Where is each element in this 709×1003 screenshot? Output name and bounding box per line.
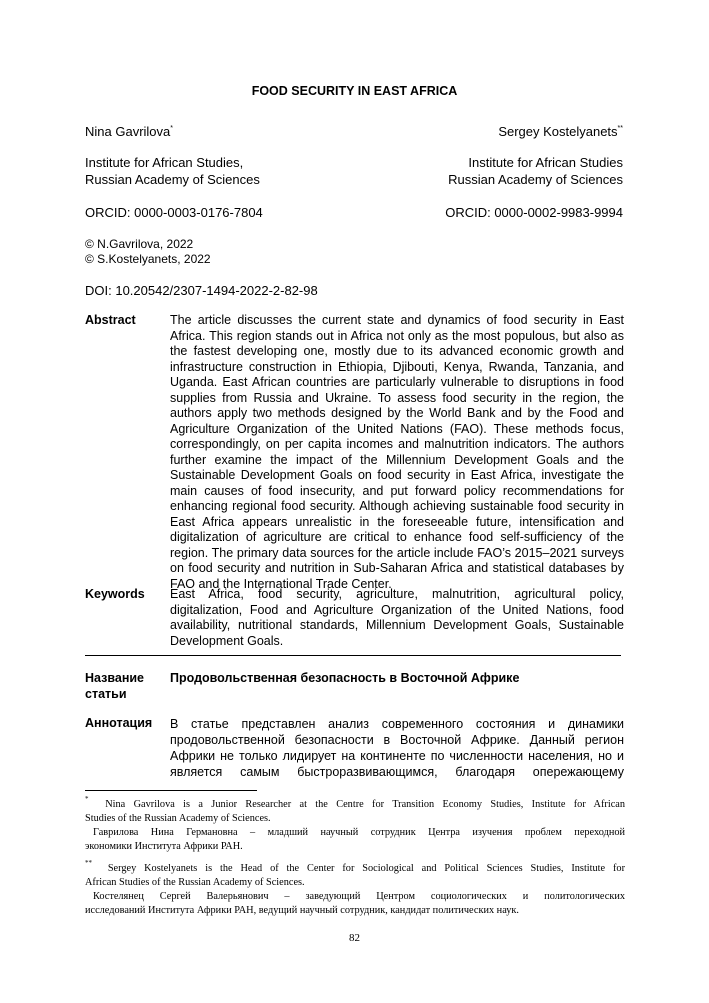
keywords-label: Keywords	[85, 587, 145, 601]
abstract-line: East Africa appears unrealistic in the foreseeable future, intensification and	[170, 514, 624, 529]
abstract-line: on food security and nutrition in Sub-Saharan Africa and statistical databases by	[170, 561, 624, 575]
author-right-name-text: Sergey Kostelyanets	[498, 124, 618, 139]
footnote-2-line: Sergey Kostelyanets is the Head of the Center for Sociological and Political Sciences Studies, Institute for	[107, 863, 626, 874]
abstract-line: The article discusses the current state and dynamics of food security in East	[170, 313, 624, 327]
footnote-1-line: Studies of the Russian Academy of Sciences.	[85, 813, 271, 824]
article-title: FOOD SECURITY IN EAST AFRICA	[251, 84, 458, 98]
footnote-2	[85, 859, 626, 918]
ru-abstract-text	[170, 716, 624, 780]
ru-title-text: Продовольственная безопасность в Восточной Африке	[170, 671, 520, 685]
footnote-1-ru-line: экономики Института Африки РАН.	[85, 841, 243, 852]
page-number: 82	[349, 932, 360, 944]
author-left-name-text: Nina Gavrilova	[85, 124, 171, 139]
footnote-1-mark: *	[85, 795, 89, 803]
abstract-line: Uganda. East African countries are particularly vulnerable to disruptions in food	[170, 375, 624, 389]
footnote-2-mark: **	[85, 859, 92, 867]
abstract-line: enhancing regional food security. Although achieving sustainable food security in	[170, 499, 624, 513]
ru-title-label-line-1: Название	[85, 671, 145, 685]
abstract-text	[170, 313, 624, 592]
author-left-name	[85, 124, 173, 141]
ru-abstract-line: является самым быстроразвивающимся, благодаря опережающему	[170, 765, 624, 779]
abstract-line: the fastest developing one, mostly due to its advanced economic growth and	[170, 344, 624, 358]
abstract-line: Africa. This region stands out in Africa not only as the most populous, but also as	[170, 328, 624, 343]
keywords-line: availability, nutritional standards, Millennium Development Goals, Sustainable	[170, 618, 624, 632]
author-right-footnote-mark[interactable]: **	[617, 125, 623, 132]
abstract-line: authors apply two methods designed by the World Bank and by the Food and	[170, 406, 624, 420]
abstract-line: further examine the impact of the Millennium Development Goals and the	[170, 452, 624, 467]
footnote-1-line: Nina Gavrilova is a Junior Researcher at the Centre for Transition Economy Studies, Institute for African	[105, 799, 625, 810]
abstract-line: Sustainable Development Goals on food security in East Africa, investigate the	[170, 468, 624, 482]
footnote-2-ru-line: Костелянец Сергей Валерьянович – заведующий Центром социологических и политологических	[93, 891, 625, 902]
footnote-2-ru-line: исследований Института Африки РАН, ведущий научный сотрудник, кандидат политических наук.	[85, 905, 519, 916]
ru-abstract-line: Африки не только лидирует на континенте по численности населения, но и	[170, 749, 624, 763]
author-right-affiliation-2: Russian Academy of Sciences	[448, 172, 623, 187]
doi[interactable]: DOI: 10.20542/2307-1494-2022-2-82-98	[85, 283, 318, 298]
author-left-affiliation-1: Institute for African Studies,	[85, 155, 244, 170]
copyright-line-1: © N.Gavrilova, 2022	[85, 237, 194, 251]
section-divider	[85, 655, 621, 656]
footnote-1	[85, 795, 625, 854]
keywords-text	[170, 587, 624, 649]
author-left-orcid[interactable]: ORCID: 0000-0003-0176-7804	[85, 205, 263, 220]
keywords-line: East Africa, food security, agriculture, malnutrition, agricultural policy,	[170, 587, 624, 601]
abstract-line: digitalization of agriculture are critical to enhance food self-sufficiency of the	[170, 530, 624, 544]
ru-title-label	[85, 671, 144, 702]
footnote-divider	[85, 790, 257, 791]
author-left-affiliation-2: Russian Academy of Sciences	[85, 172, 260, 187]
author-right-affiliation-1: Institute for African Studies	[468, 155, 623, 170]
abstract-line: region. The primary data sources for the article include FAO’s 2015–2021 surveys	[170, 545, 624, 560]
ru-abstract-line: продовольственной безопасности в Восточной Африке. Данный регион	[170, 733, 624, 747]
abstract-line: main causes of food insecurity, and put forward policy recommendations for	[170, 483, 624, 498]
ru-abstract-label: Аннотация	[85, 716, 153, 730]
keywords-line: digitalization, Food and Agriculture Organization of the United Nations, food	[170, 602, 624, 617]
abstract-line: supplies from Russia and Ukraine. To assess food security in the region, the	[170, 390, 624, 405]
ru-abstract-line: В статье представлен анализ современного состояния и динамики	[170, 717, 624, 731]
copyright-line-2: © S.Kostelyanets, 2022	[85, 252, 211, 266]
abstract-line: Agriculture Organization of the United Nations (FAO). These methods focus,	[170, 421, 624, 436]
footnote-2-line: African Studies of the Russian Academy of Sciences.	[85, 877, 305, 888]
abstract-label: Abstract	[85, 313, 136, 327]
author-right-name	[498, 124, 623, 141]
author-left-footnote-mark[interactable]: *	[170, 125, 173, 132]
keywords-line: Development Goals.	[170, 633, 284, 648]
abstract-line: FAO and the International Trade Center.	[170, 576, 392, 591]
abstract-line: infrastructure construction in Ethiopia, Djibouti, Kenya, Rwanda, Tanzania, and	[170, 359, 624, 374]
abstract-line: correspondingly, on per capita incomes and malnutrition indicators. The authors	[170, 437, 624, 451]
ru-title-label-line-2: статьи	[85, 686, 127, 701]
footnote-1-ru-line: Гаврилова Нина Германовна – младший научный сотрудник Центра изучения проблем переходной	[93, 827, 625, 838]
author-right-orcid[interactable]: ORCID: 0000-0002-9983-9994	[445, 205, 623, 220]
